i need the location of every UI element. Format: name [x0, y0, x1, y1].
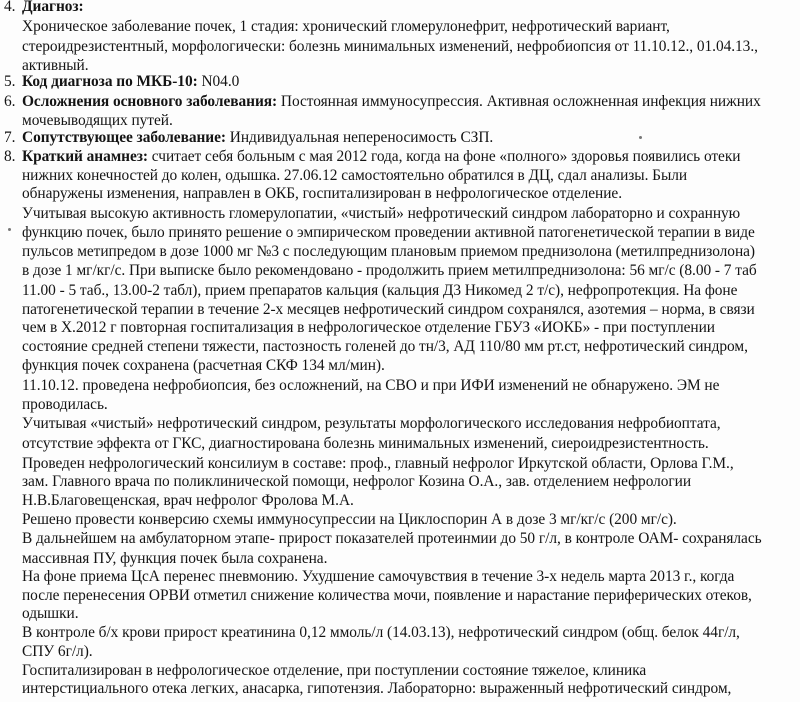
icd-code-value: N04.0: [197, 73, 240, 90]
scan-speck: [639, 136, 642, 139]
scanned-medical-document: 4. Диагноз: Хроническое заболевание почек, 1 стадия: хронический гломерулонефрит, нефротический вариант, стероидрезистентный, морфологически: болезнь минимальных изменений, нефробиопсия от 11.10.12., 01.04.13., активный. 5. Код диагноза по МКБ-10: N04.0 6. Осложнения основного заболевания: Постоянная иммуносупрессия. Активная осложненная инфекция нижних мочевыводящих путей. 7. Сопутствующее заболевание: Индивидуальная непереносимость СЗП. 8. Краткий анамнез: считает себя больным с мая 2012 года, когда на фоне «полного» здоровья появились отеки нижних конечностей до колен, одышка. 27.06.12 самостоятельно обратился в ДЦ, сдал анализы. Были обнаружены изменения, направлен в ОКБ, госпитализирован в нефрологическое отделение. Учитывая высокую активность гломерулопатии, «чистый» нефротический синдром лабораторно и сохранную функцию почек, было принято решение о эмпирическом проведении активной патогенетической терапии в виде пульсов метипредом в дозе 1000 мг №3 с последующим плановым приемом преднизолона (метилпреднизолона) в дозе 1 мг/кг/с. При выписке было рекомендовано - продолжить прием метилпреднизолона: 56 мг/с (8.00 - 7 таб 11.00 - 5 таб., 13.00-2 табл), прием препаратов кальция (кальция Д3 Никомед 2 т/с), нефропротекция. На фоне патогенетической терапии в течение 2-х месяцев нефротический синдром сохранялся, азотемия – норма, в связи чем в Х.2012 г повторная госпитализация в нефрологическое отделение ГБУЗ «ИОКБ» - при поступлении состояние средней степени тяжести, пастозность голеней до тн/3, АД 110/80 мм рт.ст, нефротический синдром, функция почек сохранена (расчетная СКФ 134 мл/мин). 11.10.12. проведена нефробиопсия, без осложнений, на СВО и при ИФИ изменений не обнаружено. ЭМ не проводилась. Учитывая «чистый» нефротический синдром, результаты морфологического исследования нефробиоптата, отсутствие эффекта от ГКС, диагностирована болезнь минимальных изменений, сиероидрезистентность. Проведен нефрологический консилиум в составе: проф., главный нефролог Иркутской области, Орлова Г.М., зам. Главного врача по поликлинической помощи, нефролог Козина О.А., зав. отделением нефрологии Н.В.Благовещенская, врач нефролог Фролова М.А. Решено провести конверсию схемы иммуносупрессии на Циклоспорин А в дозе 3 мг/кг/с (200 мг/с). В дальнейшем на амбулаторном этапе- прирост показателей протеинмии до 50 г/л, в контроле ОАМ- сохранялась массивная ПУ, функция почек была сохранена. На фоне приема ЦсА перенес пневмонию. Ухудшение самочувствия в течение 3-х недель марта 2013 г., когда после перенесения ОРВИ отметил снижение количества мочи, появление и нарастание периферических отеков, одышки. В контроле б/х крови прирост креатинина 0,12 ммоль/л (14.03.13), нефротический синдром (общ. белок 44г/л, СПУ 6г/л). Госпитализирован в нефрологическое отделение, при поступлении состояние тяжелое, клиника интерстициального отека легких, анасарка, гипотензия. Лабораторно: выраженный нефротический синдром,: [0, 0, 800, 702]
item-number: 7.: [4, 129, 16, 146]
scan-speck: [8, 228, 11, 231]
item-number: 6.: [4, 93, 16, 110]
comorbidity-heading: Сопутствующее заболевание:: [22, 129, 226, 146]
item-number: 5.: [4, 73, 16, 90]
item-number: 8.: [4, 148, 16, 165]
anamnesis-heading: Краткий анамнез:: [22, 148, 148, 165]
complications-text: Постоянная иммуносупрессия. Активная осложненная инфекция нижних: [277, 93, 761, 110]
complications-heading: Осложнения основного заболевания:: [22, 93, 278, 110]
anamnesis-text: считает себя больным с мая 2012 года, когда на фоне «полного» здоровья появились отеки: [147, 148, 741, 165]
diagnosis-heading: Диагноз:: [22, 0, 84, 15]
comorbidity-text: Индивидуальная непереносимость СЗП.: [226, 129, 494, 146]
item-number: 4.: [4, 0, 16, 15]
icd-code-heading: Код диагноза по МКБ-10:: [22, 73, 198, 90]
